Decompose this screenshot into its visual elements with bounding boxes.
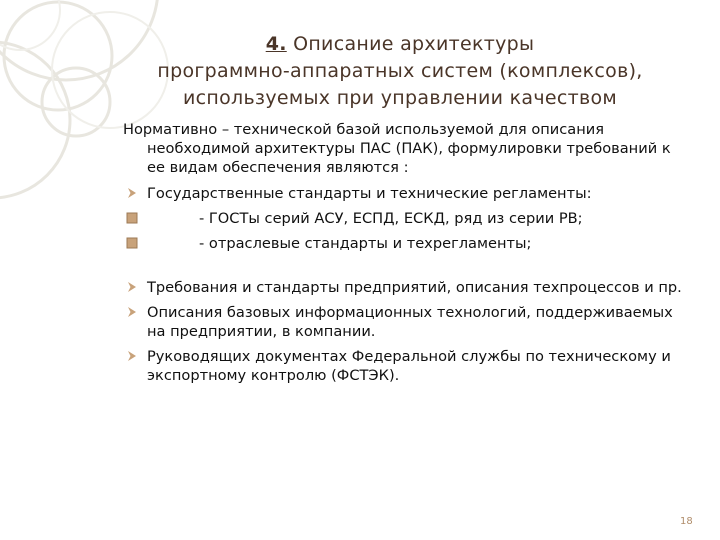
title-line-1 — [95, 31, 705, 58]
page-number: 18 — [680, 516, 693, 527]
title-line-2: программно-аппаратных систем (комплексов), — [157, 60, 643, 82]
list-item-text: Государственные стандарты и технические регламенты: — [147, 185, 592, 202]
list-item-industry-standards — [123, 234, 693, 253]
list-item-text: Руководящих документах Федеральной службы по техническому и экспортному контролю (ФСТЭК). — [147, 348, 671, 384]
slide-title — [95, 31, 705, 112]
title-text-1: Описание архитектуры — [293, 33, 535, 55]
title-line-3: используемых при управлении качеством — [182, 87, 618, 109]
intro-paragraph: Нормативно – технической базой используемой для описания необходимой архитектуры ПАС (ПАК), формулировки требований к ее видам обеспечения являются : — [123, 121, 671, 176]
list-item-enterprise-standards — [123, 278, 693, 297]
list-item-text: Описания базовых информационных технологий, поддерживаемых на предприятии, в компании. — [147, 304, 673, 340]
square-bullet-icon — [126, 212, 138, 224]
square-bullet-icon — [126, 237, 138, 249]
list-item-fstek-documents — [123, 347, 693, 385]
arrow-bullet-icon — [126, 187, 138, 199]
arrow-bullet-icon — [126, 281, 138, 293]
list-item-text: - отраслевые стандарты и техрегламенты; — [199, 235, 532, 252]
title-number: 4. — [265, 33, 287, 55]
arrow-bullet-icon — [126, 350, 138, 362]
list-item-gost-series — [123, 209, 693, 228]
list-item-text: Требования и стандарты предприятий, описания техпроцессов и пр. — [147, 279, 682, 296]
list-item-text: - ГОСТы серий АСУ, ЕСПД, ЕСКД, ряд из серии РВ; — [199, 210, 583, 227]
arrow-bullet-icon — [126, 306, 138, 318]
list-item-state-standards — [123, 184, 693, 203]
list-item-base-technologies — [123, 303, 693, 341]
slide-content — [123, 120, 693, 391]
